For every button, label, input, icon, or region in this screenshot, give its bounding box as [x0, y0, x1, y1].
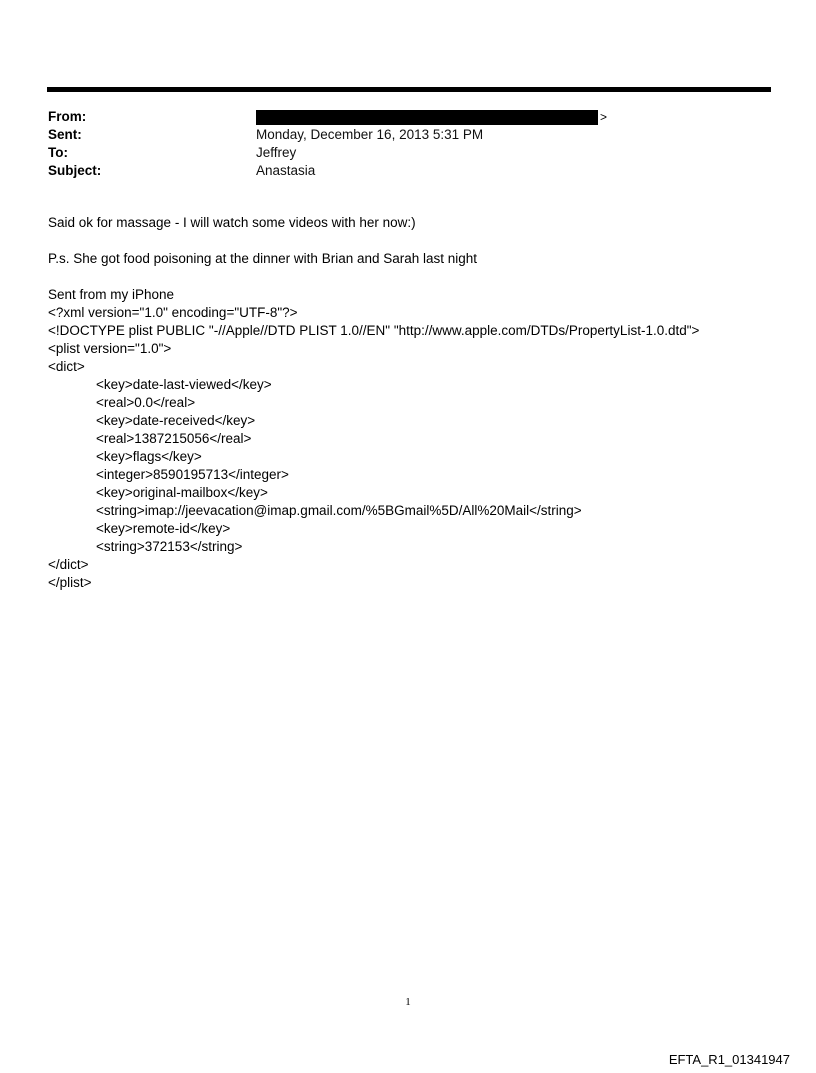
bates-number: EFTA_R1_01341947 — [668, 1052, 790, 1067]
subject-value: Anastasia — [256, 163, 316, 178]
from-row — [48, 108, 748, 126]
plist-line: <plist version="1.0"> — [48, 341, 172, 356]
plist-line: <real>0.0</real> — [96, 395, 196, 410]
page-number: 1 — [405, 996, 411, 1008]
from-value-tail: > — [600, 110, 608, 124]
to-row — [48, 144, 748, 162]
plist-line: <?xml version="1.0" encoding="UTF-8"?> — [48, 305, 298, 320]
plist-line: </plist> — [48, 575, 92, 590]
plist-line: <string>372153</string> — [96, 539, 243, 554]
plist-line: <key>date-last-viewed</key> — [96, 377, 272, 392]
from-label: From: — [48, 109, 87, 124]
sent-row — [48, 126, 748, 144]
plist-line: <!DOCTYPE plist PUBLIC "-//Apple//DTD PLIST 1.0//EN" "http://www.apple.com/DTDs/PropertyList-1.0.dtd"> — [48, 323, 700, 338]
redaction-block — [256, 110, 598, 125]
plist-line: </dict> — [48, 557, 89, 572]
to-label: To: — [48, 145, 68, 160]
plist-line: <string>imap://jeevacation@imap.gmail.com/%5BGmail%5D/All%20Mail</string> — [96, 503, 582, 518]
message-line: Said ok for massage - I will watch some videos with her now:) — [48, 215, 416, 230]
plist-line: <integer>8590195713</integer> — [96, 467, 289, 482]
plist-line: <key>flags</key> — [96, 449, 202, 464]
plist-line: <dict> — [48, 359, 85, 374]
plist-line: <key>original-mailbox</key> — [96, 485, 268, 500]
signature-line: Sent from my iPhone — [48, 287, 175, 302]
plist-line: <real>1387215056</real> — [96, 431, 252, 446]
plist-line: <key>date-received</key> — [96, 413, 256, 428]
message-line: P.s. She got food poisoning at the dinner with Brian and Sarah last night — [48, 251, 478, 266]
sent-value: Monday, December 16, 2013 5:31 PM — [256, 127, 484, 142]
email-body — [48, 214, 788, 592]
header-divider — [47, 87, 771, 92]
plist-line: <key>remote-id</key> — [96, 521, 231, 536]
subject-label: Subject: — [48, 163, 102, 178]
subject-row — [48, 162, 748, 180]
sent-label: Sent: — [48, 127, 82, 142]
email-header — [48, 108, 748, 180]
to-value: Jeffrey — [256, 145, 297, 160]
